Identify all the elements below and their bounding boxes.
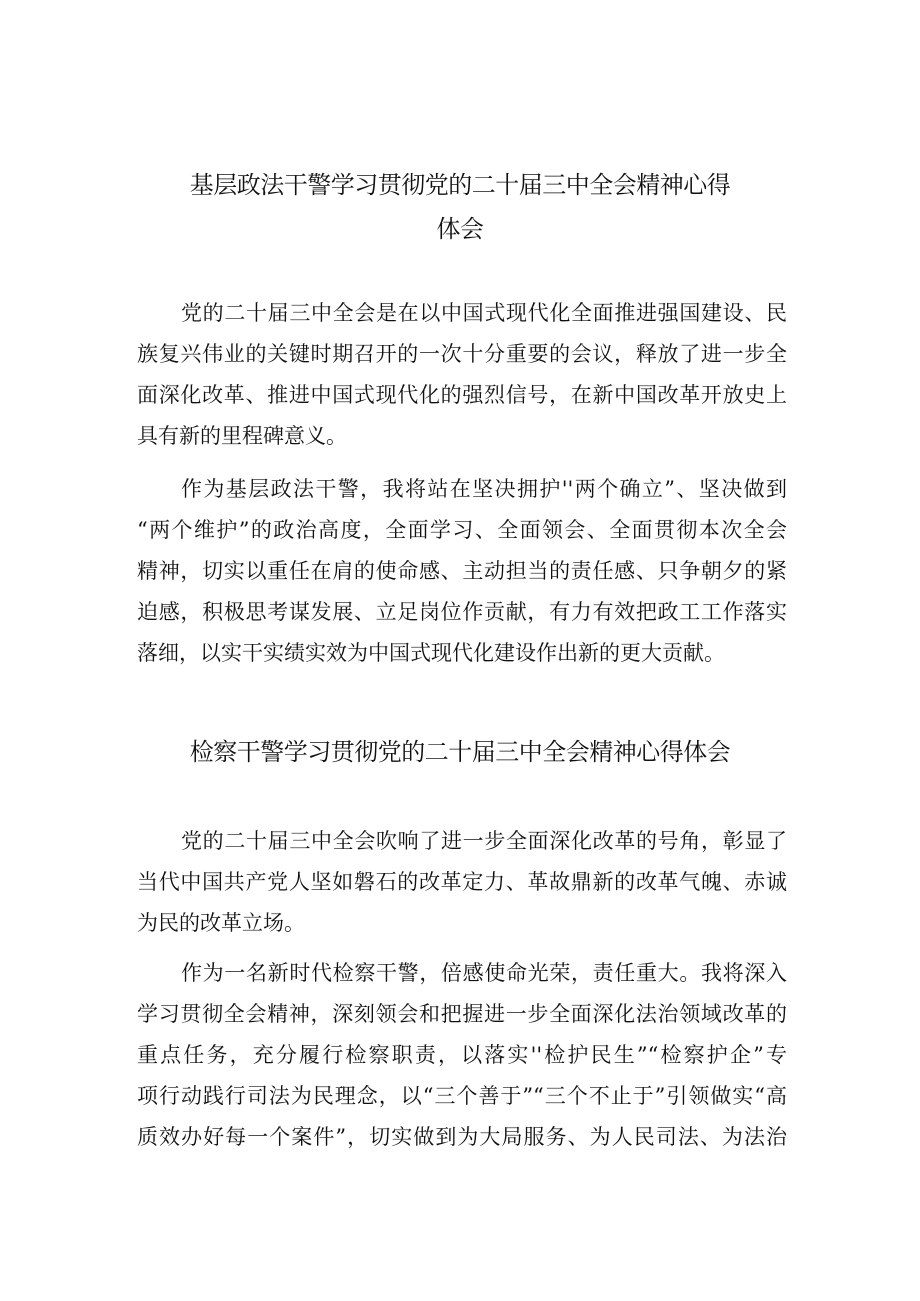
text-line: 具有新的里程碑意义。 <box>137 424 347 448</box>
article1-paragraph-1 <box>137 293 787 457</box>
article2-title-line-1: 检察干警学习贯彻党的二十届三中全会精神心得体会 <box>189 738 731 766</box>
text-line: 当代中国共产党人坚如磐石的改革定力、革故鼎新的改革气魄、赤诚 <box>137 870 787 894</box>
text-line: 为民的改革立场。 <box>137 911 305 935</box>
article1-title <box>120 163 800 251</box>
text-line: 作为一名新时代检察干警，倍感使命光荣，责任重大。我将深入 <box>181 961 787 985</box>
text-line: 族复兴伟业的关键时期召开的一次十分重要的会议，释放了进一步全 <box>137 342 787 366</box>
text-line: 迫感，积极思考谋发展、立足岗位作贡献，有力有效把政工工作落实 <box>137 600 787 624</box>
text-line: 党的二十届三中全会吹响了进一步全面深化改革的号角，彰显了 <box>181 829 787 853</box>
article2-paragraph-1 <box>137 821 787 944</box>
text-line: 落细，以实干实绩实效为中国式现代化建设作出新的更大贡献。 <box>137 641 725 665</box>
article1-title-line-2: 体会 <box>436 215 484 243</box>
text-line: 面深化改革、推进中国式现代化的强烈信号，在新中国改革开放史上 <box>137 383 787 407</box>
text-line: 学习贯彻全会精神，深刻领会和把握进一步全面深化法治领域改革的 <box>137 1002 787 1026</box>
text-line: 质效办好每一个案件”，切实做到为大局服务、为人民司法、为法治 <box>137 1125 787 1149</box>
text-line: 作为基层政法干警，我将站在坚决拥护''两个确立”、坚决做到 <box>181 477 787 501</box>
article2-paragraph-2 <box>137 953 787 1158</box>
article1-paragraph-2 <box>137 469 787 674</box>
article2-title <box>120 730 800 774</box>
text-line: 项行动践行司法为民理念，以“三个善于”“三个不止于”引领做实“高 <box>137 1084 787 1108</box>
text-line: 党的二十届三中全会是在以中国式现代化全面推进强国建设、民 <box>181 301 787 325</box>
text-line: 重点任务，充分履行检察职责，以落实''检护民生”“检察护企”专 <box>137 1043 787 1067</box>
article1-title-line-1: 基层政法干警学习贯彻党的二十届三中全会精神心得 <box>189 171 731 199</box>
text-line: “两个维护”的政治高度，全面学习、全面领会、全面贯彻本次全会 <box>137 518 787 542</box>
text-line: 精神，切实以重任在肩的使命感、主动担当的责任感、只争朝夕的紧 <box>137 559 787 583</box>
